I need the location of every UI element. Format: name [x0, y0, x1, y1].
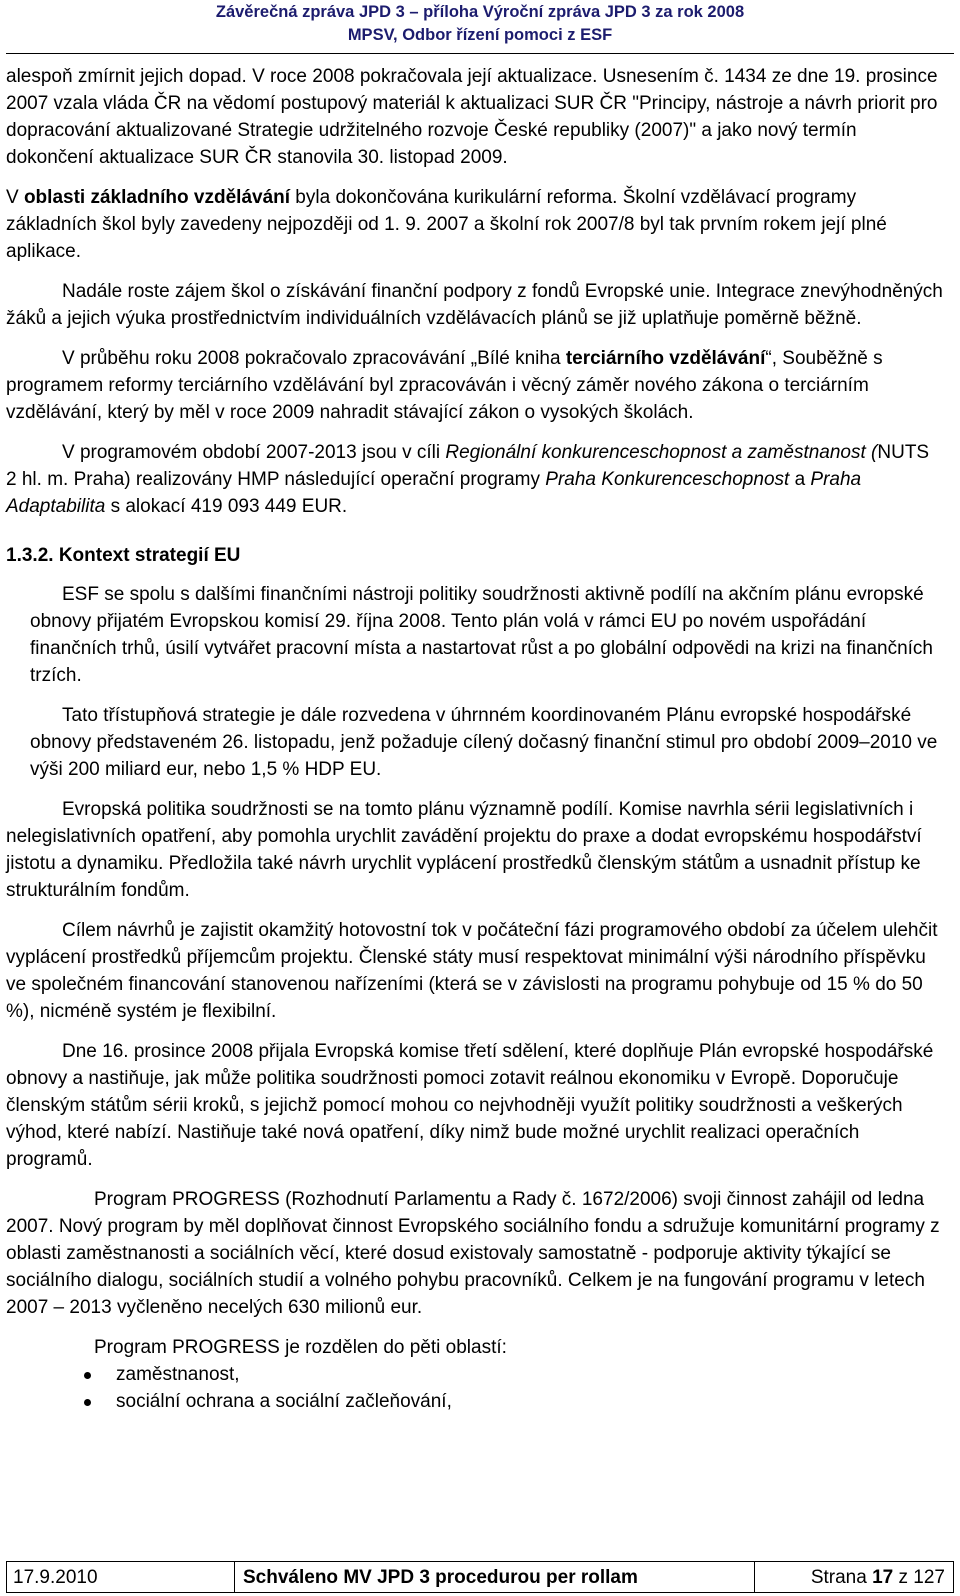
paragraph-basic-education: V oblasti základního vzdělávání byla dokončována kurikulární reforma. Školní vzdělávací programy základních škol byly zavedeny nejpozději od 1. 9. 2007 a školní rok 2007/8 byl tak prvním rokem její plné aplikace.	[6, 187, 887, 262]
paragraph-programming-period: V programovém období 2007-2013 jsou v cíli Regionální konkurenceschopnost a zaměstnanost (NUTS 2 hl. m. Praha) realizovány HMP následující operační programy Praha Konkurenceschopnost a Praha Adaptabilita s alokací 419 093 449 EUR.	[6, 442, 930, 517]
eu-strategy-block	[6, 581, 944, 783]
emphasis-basic-education: oblasti základního vzdělávání	[23, 187, 291, 208]
paragraph-cash-flow: Cílem návrhů je zajistit okamžitý hotovostní tok v počáteční fázi programového období za účelem ulehčit vyplácení prostředků příjemcům projektu. Členské státy musí respektovat minimální výši národního příspěvku ve společném financování stanovenou nařízeními (která se v závislosti na programu pohybuje od 15 % do 50 %), nicméně systém je flexibilní.	[6, 920, 938, 1022]
header-divider	[6, 53, 954, 54]
page-header	[0, 0, 960, 47]
document-body	[6, 63, 944, 1415]
footer-date: 17.9.2010	[7, 1562, 235, 1592]
emphasis-tertiary-education: terciárního vzdělávání	[565, 348, 766, 369]
emphasis-op-competitiveness: Praha Konkurenceschopnost	[545, 469, 790, 490]
paragraph-eu-funding: Nadále roste zájem škol o získávání finanční podpory z fondů Evropské unie. Integrace znevýhodněných žáků a jejich výuka prostřednictvím individuálních vzdělávacích plánů se již uplatňuje poměrně běžně.	[6, 281, 943, 329]
paragraph-esf-recovery-plan: ESF se spolu s dalšími finančními nástroji politiky soudržnosti aktivně podílí na akčním plánu evropské obnovy přijatém Evropskou komisí 29. října 2008. Tento plán volá v rámci EU po novém uspořádání finančních trhů, úsilí vytvářet pracovní místa a nastartovat růst a po globální odpovědi na krizi na finančních trzích.	[30, 584, 933, 686]
page-number: Strana 17 z 127	[810, 1567, 945, 1588]
emphasis-objective: Regionální konkurenceschopnost a zaměstnanost (	[445, 442, 878, 463]
paragraph-third-communication: Dne 16. prosince 2008 přijala Evropská komise třetí sdělení, které doplňuje Plán evropské hospodářské obnovy a nastiňuje, jak může politika soudržnosti pomoci zotavit reálnou ekonomiku v Evropě. Doporučuje členským státům sérii kroků, s jejichž pomocí mohou co nejvhodněji využít politiky soudržnosti a veškerých výhod, které nabízí. Nastiňuje také nová opatření, díky nimž bude možné urychlit realizaci operačních programů.	[6, 1041, 934, 1170]
progress-areas-intro: Program PROGRESS je rozdělen do pěti oblastí:	[94, 1337, 507, 1358]
header-subtitle: MPSV, Odbor řízení pomoci z ESF	[347, 26, 613, 44]
list-item: zaměstnanost,	[6, 1361, 944, 1388]
paragraph-three-stage-strategy: Tato třístupňová strategie je dále rozvedena v úhrnném koordinovaném Plánu evropské hospodářské obnovy představeném 26. listopadu, jenž požaduje cílený dočasný finanční stimul pro období 2009–2010 ve výši 200 miliard eur, nebo 1,5 % HDP EU.	[30, 705, 938, 780]
bullet-icon	[84, 1399, 91, 1406]
paragraph-sur: alespoň zmírnit jejich dopad. V roce 2008 pokračovala její aktualizace. Usnesením č. 1434 ze dne 19. prosince 2007 vzala vláda ČR na vědomí postupový materiál k aktualizaci SUR ČR "Principy, nástroje a návrh priorit pro dopracování aktualizované Strategie udržitelného rozvoje České republiky (2007)" a jako nový termín dokončení aktualizace SUR ČR stanovila 30. listopad 2009.	[6, 66, 938, 168]
progress-areas-list	[6, 1361, 944, 1415]
section-heading: 1.3.2. Kontext strategií EU	[6, 545, 241, 566]
footer-approval: Schváleno MV JPD 3 procedurou per rollam	[235, 1562, 755, 1592]
paragraph-cohesion-policy: Evropská politika soudržnosti se na tomto plánu významně podílí. Komise navrhla sérii legislativních i nelegislativních opatření, aby pomohla urychlit zavádění projektu do praxe a dodat evropskému hospodářství jistotu a dynamiku. Předložila také návrh urychlit vyplácení prostředků členským státům a usnadnit přístup ke strukturálním fondům.	[6, 799, 922, 901]
paragraph-tertiary-education: V průběhu roku 2008 pokračovalo zpracovávání „Bílé kniha terciárního vzdělávání“, Souběžně s programem reformy terciárního vzdělávání byl zpracováván i věcný záměr nového zákona o terciárním vzdělávání, který by měl v roce 2009 nahradit stávající zákon o vysokých školách.	[6, 348, 883, 423]
header-title: Závěrečná zpráva JPD 3 – příloha Výroční zpráva JPD 3 za rok 2008	[215, 3, 745, 21]
paragraph-progress: Program PROGRESS (Rozhodnutí Parlamentu a Rady č. 1672/2006) svoji činnost zahájil od ledna 2007. Nový program by měl doplňovat činnost Evropského sociálního fondu a sdružuje komunitární programy z oblasti zaměstnanosti a sociálních věcí, které dosud existovaly samostatně - podporuje aktivity týkající se sociálního dialogu, sociálních studií a volného pohybu pracovníků. Celkem je na fungování programu v letech 2007 – 2013 vyčleněno necelých 630 milionů eur.	[6, 1189, 940, 1318]
page-footer	[6, 1561, 954, 1593]
emphasis-op-adaptability: Praha Adaptabilita	[6, 469, 862, 517]
bullet-icon	[84, 1372, 91, 1379]
list-item: sociální ochrana a sociální začleňování,	[6, 1388, 944, 1415]
